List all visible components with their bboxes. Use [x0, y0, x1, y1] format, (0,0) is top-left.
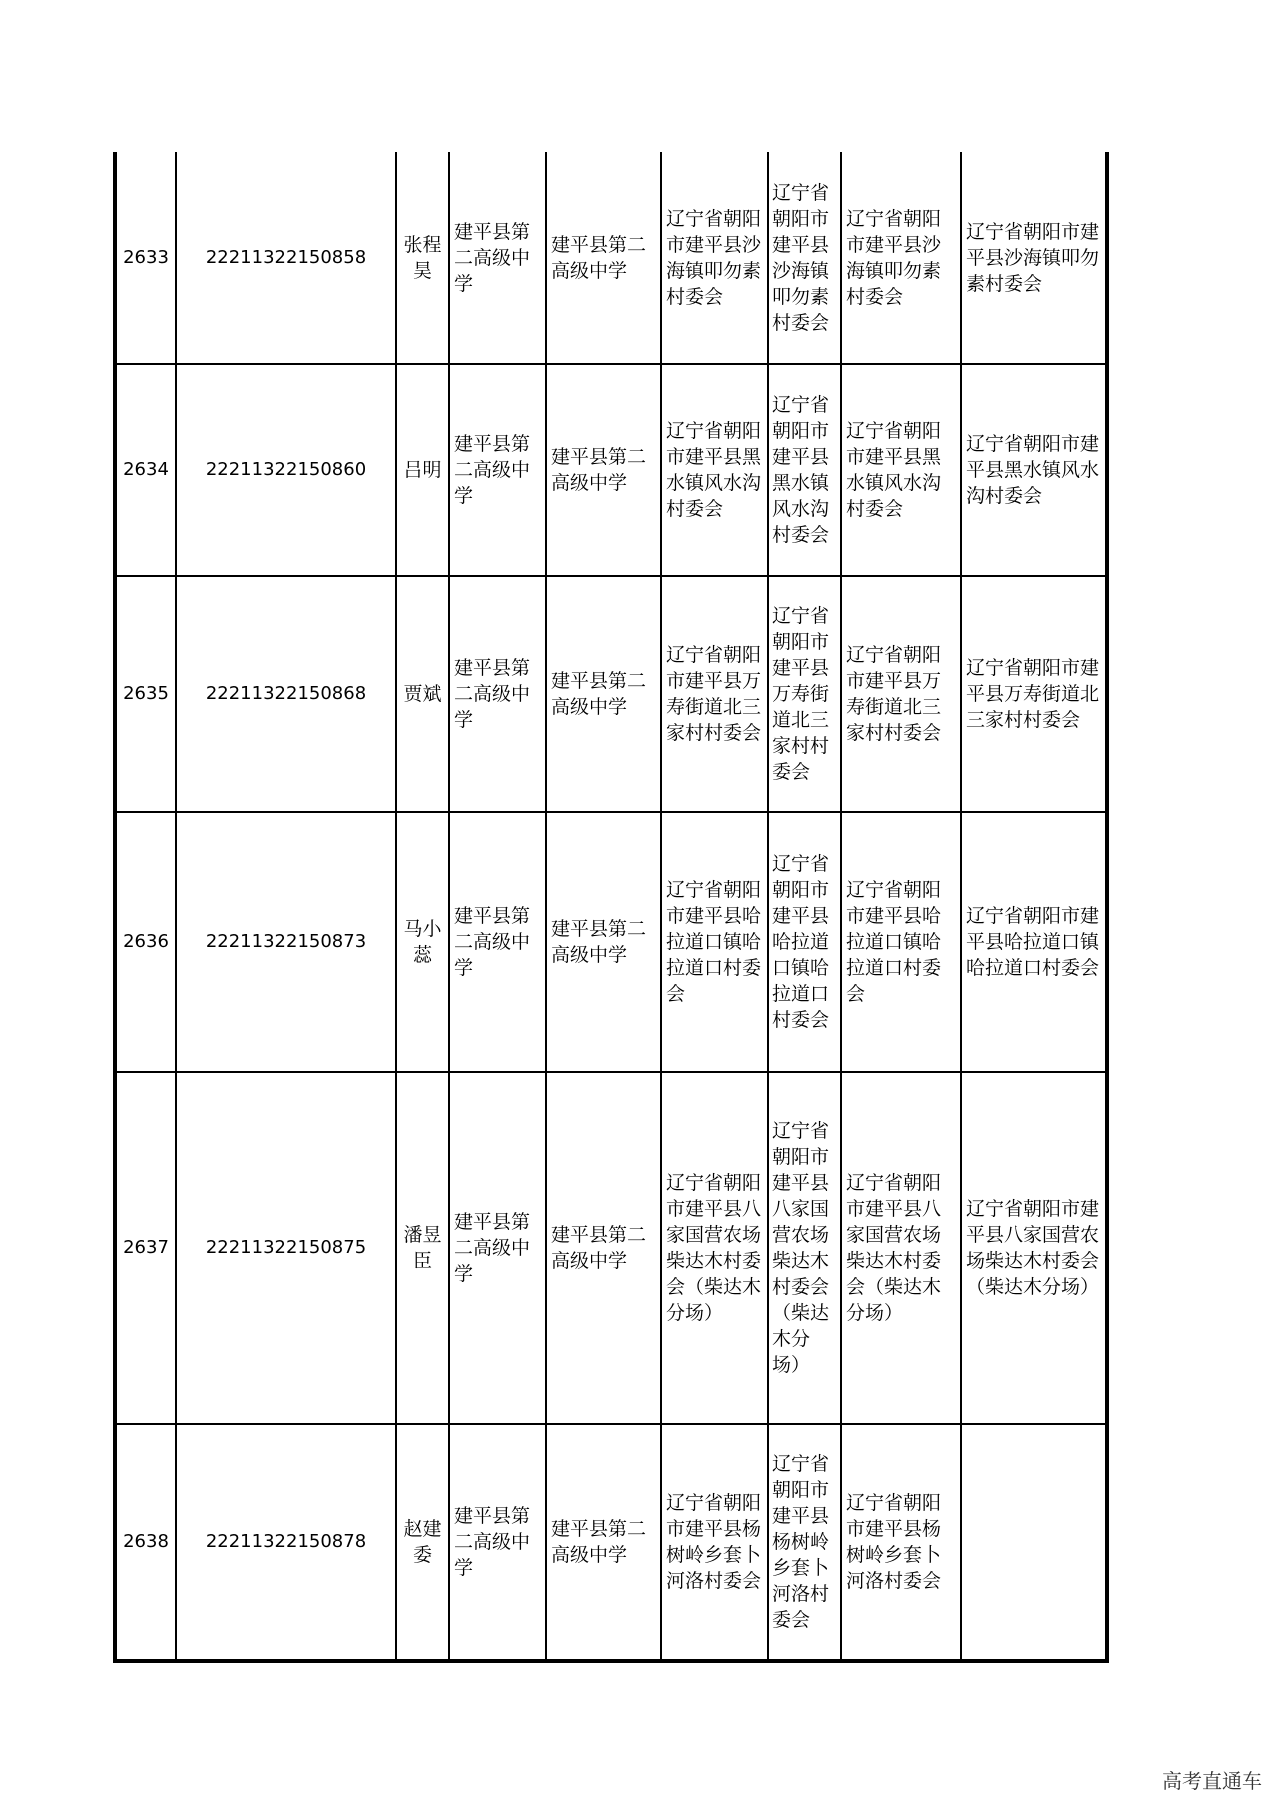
school-cell: 建平县第二高级中学 — [546, 152, 661, 364]
school-cell: 建平县第二高级中学 — [546, 1072, 661, 1424]
row-number-cell: 2635 — [115, 576, 176, 812]
table-row — [115, 1424, 1107, 1661]
address-cell: 辽宁省朝阳市建平县万寿街道北三家村村委会 — [961, 576, 1107, 812]
address-cell — [961, 1424, 1107, 1661]
table-row — [115, 1072, 1107, 1424]
name-cell: 潘昱臣 — [396, 1072, 449, 1424]
address-cell: 辽宁省朝阳市建平县哈拉道口镇哈拉道口村委会 — [661, 812, 768, 1072]
address-cell: 辽宁省朝阳市建平县沙海镇叩勿素村委会 — [768, 152, 841, 364]
address-cell: 辽宁省朝阳市建平县八家国营农场柴达木村委会（柴达木分场） — [961, 1072, 1107, 1424]
school-cell: 建平县第二高级中学 — [546, 812, 661, 1072]
school-cell: 建平县第二高级中学 — [449, 812, 546, 1072]
watermark-text: 高考直通车 — [1162, 1769, 1262, 1793]
address-cell: 辽宁省朝阳市建平县黑水镇风水沟村委会 — [961, 364, 1107, 576]
row-number-cell: 2634 — [115, 364, 176, 576]
address-cell: 辽宁省朝阳市建平县万寿街道北三家村村委会 — [661, 576, 768, 812]
address-cell: 辽宁省朝阳市建平县万寿街道北三家村村委会 — [841, 576, 961, 812]
address-cell: 辽宁省朝阳市建平县杨树岭乡套卜河洛村委会 — [841, 1424, 961, 1661]
address-cell: 辽宁省朝阳市建平县八家国营农场柴达木村委会（柴达木分场） — [661, 1072, 768, 1424]
school-cell: 建平县第二高级中学 — [546, 576, 661, 812]
name-cell: 吕明 — [396, 364, 449, 576]
name-cell: 张程昊 — [396, 152, 449, 364]
table-row — [115, 364, 1107, 576]
row-number-cell: 2633 — [115, 152, 176, 364]
address-cell: 辽宁省朝阳市建平县八家国营农场柴达木村委会（柴达木分场） — [841, 1072, 961, 1424]
name-cell: 贾斌 — [396, 576, 449, 812]
exam-id-cell: 22211322150858 — [176, 152, 396, 364]
table-row — [115, 576, 1107, 812]
exam-id-cell: 22211322150875 — [176, 1072, 396, 1424]
school-cell: 建平县第二高级中学 — [546, 364, 661, 576]
address-cell: 辽宁省朝阳市建平县八家国营农场柴达木村委会（柴达木分场） — [768, 1072, 841, 1424]
address-cell: 辽宁省朝阳市建平县黑水镇风水沟村委会 — [768, 364, 841, 576]
address-cell: 辽宁省朝阳市建平县哈拉道口镇哈拉道口村委会 — [768, 812, 841, 1072]
school-cell: 建平县第二高级中学 — [449, 1072, 546, 1424]
exam-id-cell: 22211322150873 — [176, 812, 396, 1072]
address-cell: 辽宁省朝阳市建平县杨树岭乡套卜河洛村委会 — [768, 1424, 841, 1661]
school-cell: 建平县第二高级中学 — [449, 364, 546, 576]
table-body — [115, 152, 1107, 1661]
data-table — [113, 152, 1109, 1663]
school-cell: 建平县第二高级中学 — [546, 1424, 661, 1661]
school-cell: 建平县第二高级中学 — [449, 1424, 546, 1661]
address-cell: 辽宁省朝阳市建平县杨树岭乡套卜河洛村委会 — [661, 1424, 768, 1661]
exam-id-cell: 22211322150860 — [176, 364, 396, 576]
school-cell: 建平县第二高级中学 — [449, 152, 546, 364]
address-cell: 辽宁省朝阳市建平县沙海镇叩勿素村委会 — [961, 152, 1107, 364]
address-cell: 辽宁省朝阳市建平县沙海镇叩勿素村委会 — [661, 152, 768, 364]
address-cell: 辽宁省朝阳市建平县哈拉道口镇哈拉道口村委会 — [961, 812, 1107, 1072]
table-row — [115, 152, 1107, 364]
table-row — [115, 812, 1107, 1072]
address-cell: 辽宁省朝阳市建平县沙海镇叩勿素村委会 — [841, 152, 961, 364]
exam-id-cell: 22211322150868 — [176, 576, 396, 812]
exam-id-cell: 22211322150878 — [176, 1424, 396, 1661]
address-cell: 辽宁省朝阳市建平县黑水镇风水沟村委会 — [661, 364, 768, 576]
row-number-cell: 2638 — [115, 1424, 176, 1661]
school-cell: 建平县第二高级中学 — [449, 576, 546, 812]
address-cell: 辽宁省朝阳市建平县哈拉道口镇哈拉道口村委会 — [841, 812, 961, 1072]
row-number-cell: 2637 — [115, 1072, 176, 1424]
address-cell: 辽宁省朝阳市建平县万寿街道北三家村村委会 — [768, 576, 841, 812]
row-number-cell: 2636 — [115, 812, 176, 1072]
name-cell: 马小蕊 — [396, 812, 449, 1072]
address-cell: 辽宁省朝阳市建平县黑水镇风水沟村委会 — [841, 364, 961, 576]
name-cell: 赵建委 — [396, 1424, 449, 1661]
